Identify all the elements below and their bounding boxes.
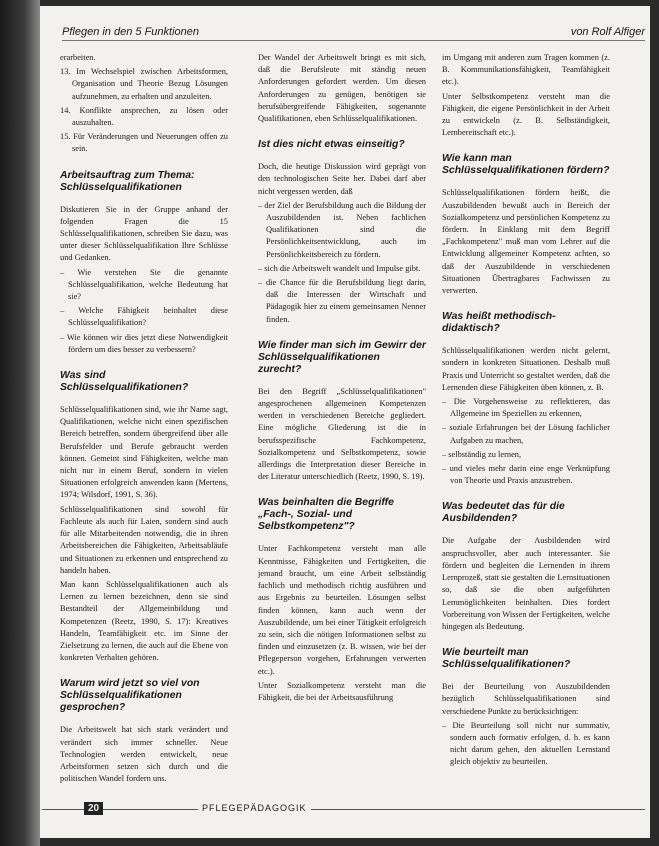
heading-was-bedeutet: Was bedeutet das für die Ausbildenden? [442, 501, 565, 525]
paragraph: erarbeiten. [60, 53, 96, 62]
list-item: – Wie können wir dies jetzt diese Notwendigkeit fördern um dies besser zu verbessern? [60, 332, 228, 354]
page-footer [42, 802, 645, 818]
paragraph: Bei den Begriff „Schlüsselqualifikationen" angesprochenen allgemeinen Kompetenzen werden in verschiedenen Bereiche gegliedert. Eine mögliche Gliederung ist die in berufsspezifische Fachkompetenz, Sozialkompetenz und Selbstkompetenz, sowie allerdings die Interpretation dieser Bereiche in der Literatur unterschiedlich (Reetz, 1990, S. 19). [258, 386, 426, 482]
heading-was-sind: Was sind Schlüsselqualifikationen? [60, 370, 189, 394]
paragraph: Unter Fachkompetenz versteht man alle Kenntnisse, Fähigkeiten und Fertigkeiten, die jemand braucht, um eine Arbeit selbständig fachlich und methodisch richtig ausführen und aus Ergebnis zu beurteilen. Lösungen selbst finden können, kann auch wenn der Auszubildende, um bei einer Tätigkeit erfolgreich zu sein, sich die nötigen Informationen selbst zu finden und einzusetzen (z. B. wissen, wie bei der Pflegeperson vorgehen, Erfahrungen verwerten etc.). [258, 544, 426, 676]
list-item: – der Ziel der Berufsbildung auch die Bildung der Auszubildenden ist. Neben fachlichen Qualifikationen sind die Persönlichkeitsentwicklung, auch im Persönlichkeitsbereich zu fördern. [258, 200, 426, 259]
list-item: – sich die Arbeitswelt wandelt und Impulse gibt. [258, 263, 421, 273]
paragraph: Unter Selbstkompetenz versteht man die Fähigkeit, die eigene Persönlichkeit in der Arbeit zu entwickeln (z. B. Selbständigkeit, Lernbereitschaft etc.). [442, 91, 610, 138]
list-item: 15. Für Veränderungen und Neuerungen offen zu sein. [60, 132, 228, 154]
page-number: 20 [84, 802, 103, 815]
paragraph: Bei der Beurteilung von Auszubildenden bezüglich Schlüsselqualifikationen sind verschiedene Punkte zu berücksichtigen: [442, 682, 610, 716]
heading-was-heisst: Was heißt methodisch-didaktisch? [442, 311, 556, 335]
paragraph: Schlüsselqualifikationen sind, wie ihr Name sagt, Qualifikationen, welche nicht einen spezifischen Bereich betreffen, sondern übergreifend über alle Berufsfelder und Berufe gebraucht werden können. Gemeint sind Fähigkeiten, welche man nicht nur in einem Beruf, sondern in vielen Situationen erfolgreich anwenden kann (Mertens, 1974; Wilsdorf, 1991, S. 36). [60, 405, 228, 500]
heading-wie-kann: Wie kann man Schlüsselqualifikationen fördern? [442, 153, 610, 177]
list-item: – Welche Fähigkeit beinhaltet diese Schlüsselqualifikation? [60, 306, 228, 328]
column-3 [442, 52, 610, 771]
heading-wie-beurteilt: Wie beurteilt man Schlüsselqualifikationen? [442, 647, 571, 671]
paragraph: Der Wandel der Arbeitswelt bringt es mit sich, daß die Berufsleute mit ständig neuen Anforderungen gefordert werden. Um diesen Anforderungen zu genügen, benötigen sie berufsübergreifende Fähigkeiten, sogenannte Qualifikationen, eben Schlüsselqualifikationen. [258, 53, 426, 124]
list-item: – Die Vorgehensweise zu reflektieren, das Allgemeine im Speziellen zu erkennen, [442, 397, 610, 419]
list-item: – Wie verstehen Sie die genannte Schlüsselqualifikation, welche Bedeutung hat sie? [60, 267, 228, 302]
heading-ist-dies: Ist dies nicht etwas einseitig? [258, 139, 405, 151]
heading-was-beinhalten: Was beinhalten die Begriffe „Fach-, Sozial- und Selbstkompetenz"? [258, 497, 394, 533]
header-left: Pflegen in den 5 Funktionen [62, 26, 199, 38]
list-item: – und vieles mehr darin eine enge Verknüpfung von Theorie und Praxis anzustreben. [442, 464, 610, 486]
page-edge-shadow [0, 0, 40, 846]
paragraph: Doch, die heutige Diskussion wird geprägt von den technologischen Seite her. Dabei darf aber nicht vergessen werden, daß [258, 162, 426, 196]
list-item: – selbständig zu lernen, [442, 449, 522, 459]
list-item: – Die Beurteilung soll nicht nur summativ, sondern auch formativ erfolgen, d. h. es kann nicht darum gehen, den aktuellen Lernstand gleich objektiv zu beurteilen. [442, 720, 610, 767]
paragraph: Schlüsselqualifikationen werden nicht gelernt, sondern in konkreten Situationen. Deshalb muß Praxis und Unterricht so gestaltet werden, daß die Lernenden diese Fähigkeiten üben können, z. B. [442, 346, 610, 392]
paragraph: Diskutieren Sie in der Gruppe anhand der folgenden Fragen die 15 Schlüsselqualifikationen, schreiben Sie dazu, was unter dieser Schlüsselqualifikation Ihre Schlüsse und Gedanken. [60, 204, 228, 263]
paragraph: Man kann Schlüsselqualifikationen auch als Lernen zu lernen bezeichnen, denn sie sind Bestandteil der Allgemeinbildung und Kompetenzen (Reetz, 1990, S. 17): Kreatives Handeln, Teamfähigkeit etc. im Sinne der Zielsetzung zu lernen, die auch auf die Ebene von konkreten Verhalten gehören. [60, 579, 228, 663]
list-item: – die Chance für die Berufsbildung liegt darin, daß die Interessen der Wirtschaft und Pädagogik hier zu einem gemeinsamen Nenner finden. [258, 278, 426, 324]
paragraph: Unter Sozialkompetenz versteht man die Fähigkeit, die bei der Arbeitsausführung [258, 680, 426, 702]
paragraph: Schlüsselqualifikationen fördern heißt, die Auszubildenden bewußt auch in Bereich der Sozialkompetenz und persönlichen Kompetenz zu fördern. In Einklang mit dem Begriff „Fachkompetenz" muß man vom Lehrer auf die Entwicklung allgemeiner Kompetenz achten, so daß der Auszubildende in verschiedenen Situationen Übertragbares Fachwissen zu verwerten. [442, 188, 610, 296]
journal-name: PFLEGEPÄDAGOGIK [198, 803, 311, 813]
heading-wie-finder: Wie finder man sich im Gewirr der Schlüsselqualifikationen zurecht? [258, 339, 426, 375]
paragraph: Die Arbeitswelt hat sich stark verändert und verändert sich immer schneller. Neue Technologien werden entwickelt, neue Arbeitsformen setzen sich durch und die politischen Wandel fordern uns. [60, 725, 228, 784]
column-2 [258, 52, 426, 706]
list-item: 14. Konflikte ansprechen, zu lösen oder auszuhalten. [60, 105, 228, 128]
paragraph: im Umgang mit anderen zum Tragen kommen (z. B. Kommunikationsfähigkeit, Teamfähigkeit etc.). [442, 53, 610, 87]
header-right: von Rolf Alfiger [570, 26, 645, 38]
paragraph: Schlüsselqualifikationen sind sowohl für Fachleute als auch für Laien, sondern sind auch für alle Mitarbeitenden notwendig, die in ihren Arbeitsbereichen die Fähigkeiten, Arbeitsabläufe und Situationen zu erkennen und entsprechend zu handeln haben. [60, 504, 228, 575]
list-item: – soziale Erfahrungen bei der Lösung fachlicher Aufgaben zu machen, [442, 423, 610, 445]
column-1 [60, 52, 228, 787]
heading-warum: Warum wird jetzt so viel von Schlüsselqualifikationen gesprochen? [60, 678, 200, 714]
list-item: 13. Im Wechselspiel zwischen Arbeitsformen, Organisation und Theorie Bezug Lösungen aufzunehmen, zu erhalten und anzuleiten. [60, 67, 228, 101]
heading-arbeitsauftrag: Arbeitsauftrag zum Thema: Schlüsselqualifikationen [60, 169, 195, 193]
running-header [62, 26, 645, 41]
footer-rule [42, 809, 645, 810]
paragraph: Die Aufgabe der Ausbildenden wird anspruchsvoller, aber auch interessanter. Sie fördern und begleiten die Lernenden in ihrem Lernprozeß, statt sie gestalten die Lernsituationen so, daß sie die oben aufgeführten Lernmöglichkeiten beinhalten. Dies fordert Vorbereitung von Wissen der Fertigkeiten, welche hingegen als Bedeutung. [442, 536, 610, 631]
